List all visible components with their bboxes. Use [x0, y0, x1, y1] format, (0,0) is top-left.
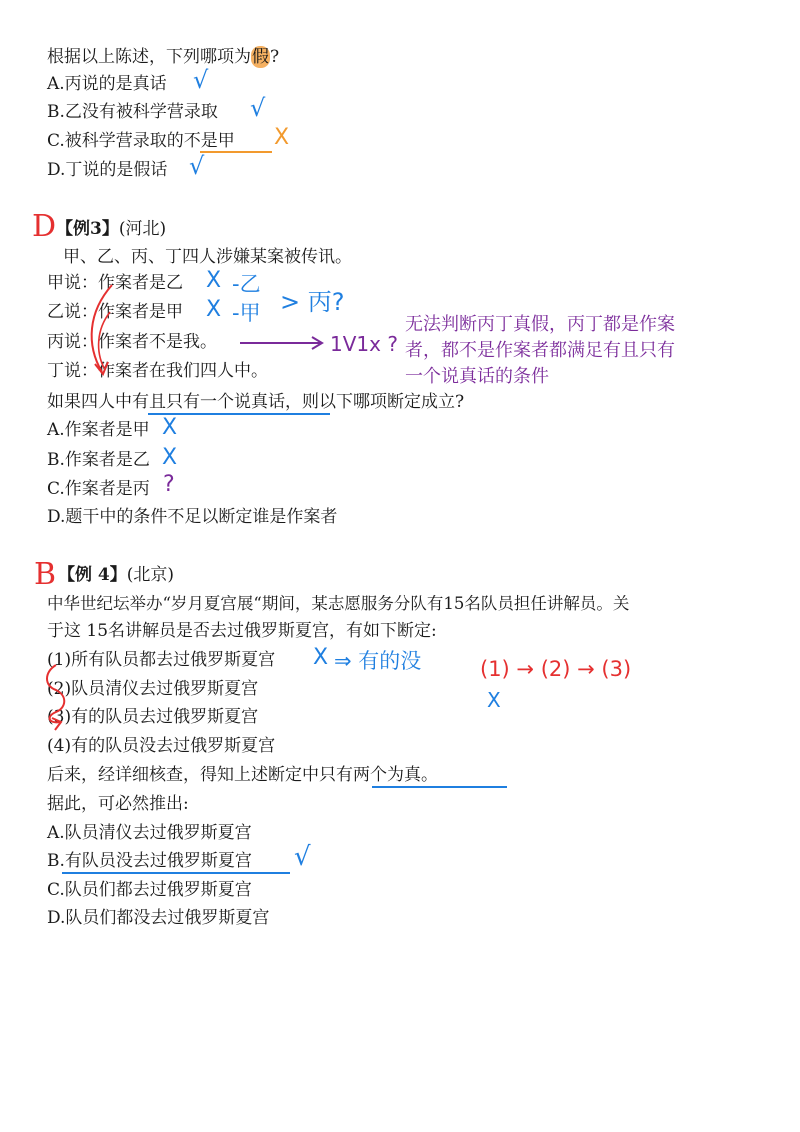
ex3-option-c [47, 478, 150, 500]
ex4-option-d: D.队员们都没去过俄罗斯夏宫 [47, 908, 270, 928]
q1-option-b [47, 101, 218, 123]
q1-option-d [47, 159, 167, 181]
q1-stem-prefix: 根据以上陈述，下列哪项为 [47, 47, 251, 67]
example-title: 【例 4】 [58, 565, 127, 585]
cross-mark: X [162, 445, 178, 470]
option-text: B.作案者是乙 [47, 450, 150, 470]
ex3-header [56, 218, 166, 240]
ex3-statement-1 [47, 272, 183, 294]
option-text: A.作案者是甲 [47, 420, 150, 440]
red-curve-arrow [92, 285, 112, 372]
answer-letter: D [32, 209, 57, 244]
ex4-statement-1: (1)所有队员都去过俄罗斯夏宫 [47, 650, 276, 670]
ex3-statement-4 [47, 360, 268, 382]
ex4-statement-2: (2)队员清仪去过俄罗斯夏宫 [47, 679, 259, 699]
ex3-option-a [47, 419, 150, 441]
cross-mark: X [162, 415, 178, 440]
ex4-check-line: 后来，经详细核查，得知上述断定中只有两个为真。 [47, 765, 438, 785]
speaker: 甲说： [47, 273, 98, 293]
speaker: 丙说： [47, 332, 98, 352]
underline [200, 151, 272, 153]
ex4-statement-3: (3)有的队员去过俄罗斯夏宫 [47, 707, 259, 727]
cross-mark: X [206, 297, 222, 322]
speaker: 丁说： [47, 361, 98, 381]
example-source: (河北) [118, 219, 167, 239]
disjunction-note: 1V1x ? [330, 332, 398, 356]
negation-note: -乙 [232, 272, 261, 296]
ex4-infer-line: 据此，可必然推出: [47, 794, 189, 814]
ex4-statement-4: (4)有的队员没去过俄罗斯夏宫 [47, 736, 276, 756]
option-text: B.有队员没去过俄罗斯夏宫 [47, 851, 252, 871]
ex3-statement-2 [47, 301, 183, 323]
check-mark: √ [250, 94, 266, 122]
purple-arrow-head [312, 337, 322, 349]
underline [372, 786, 507, 788]
statement-content: 作案者在我们四人中。 [98, 361, 268, 381]
statement-content: 作案者是甲 [98, 302, 183, 322]
ex3-intro: 甲、乙、丙、丁四人涉嫌某案被传讯。 [63, 247, 352, 267]
option-text: C.作案者是丙 [47, 479, 150, 499]
ex4-option-b [47, 850, 252, 872]
q1-option-c [47, 130, 235, 152]
check-mark: √ [294, 842, 311, 872]
q1-stem [47, 46, 279, 68]
chain-note: (1) → (2) → (3) [480, 657, 632, 681]
chain-cross-mark: X [487, 688, 501, 712]
q1-stem-highlight: 假 [252, 47, 269, 67]
speaker: 乙说： [47, 302, 98, 322]
ex3-option-d [47, 506, 337, 528]
example-source: (北京) [126, 565, 175, 585]
question-mark: ? [163, 472, 175, 497]
bracket-note: > 丙? [280, 288, 345, 316]
option-text: D.丁说的是假话 [47, 160, 168, 180]
q1-option-a [47, 73, 167, 95]
check-mark: √ [189, 152, 205, 180]
q1-stem-suffix: ? [270, 47, 280, 67]
cross-mark: X [313, 645, 329, 670]
comment-line-3: 一个说真话的条件 [405, 366, 549, 387]
underline [62, 872, 290, 874]
ex4-intro-1: 中华世纪坛举办“岁月夏宫展“期间，某志愿服务分队有15名队员担任讲解员。关 [47, 594, 630, 613]
comment-line-2: 者，都不是作案者都满足有且只有 [405, 340, 675, 361]
implication-note: ⇒ 有的没 [334, 649, 422, 673]
ex3-statement-3 [47, 331, 217, 353]
option-text: B.乙没有被科学营录取 [47, 102, 218, 122]
ex3-option-b [47, 449, 150, 471]
ex4-option-a: A.队员清仪去过俄罗斯夏宫 [47, 823, 252, 843]
option-text: D.题干中的条件不足以断定谁是作案者 [47, 507, 338, 527]
example-title: 【例3】 [56, 219, 119, 239]
ex4-intro-2: 于这 15名讲解员是否去过俄罗斯夏宫，有如下断定: [47, 621, 437, 641]
option-text: A.丙说的是真话 [47, 74, 167, 94]
statement-content: 作案者不是我。 [98, 332, 217, 352]
ex3-question: 如果四人中有且只有一个说真话，则以下哪项断定成立? [47, 392, 465, 412]
negation-note: -甲 [232, 301, 261, 325]
ex4-option-c: C.队员们都去过俄罗斯夏宫 [47, 880, 252, 900]
cross-mark: X [274, 125, 290, 150]
ex4-header [58, 564, 174, 586]
cross-mark: X [206, 268, 222, 293]
option-text: C.被科学营录取的不是甲 [47, 131, 235, 151]
answer-letter: B [34, 557, 57, 592]
comment-line-1: 无法判断丙丁真假，丙丁都是作案 [405, 314, 675, 335]
check-mark: √ [193, 66, 209, 94]
statement-content: 作案者是乙 [98, 273, 183, 293]
